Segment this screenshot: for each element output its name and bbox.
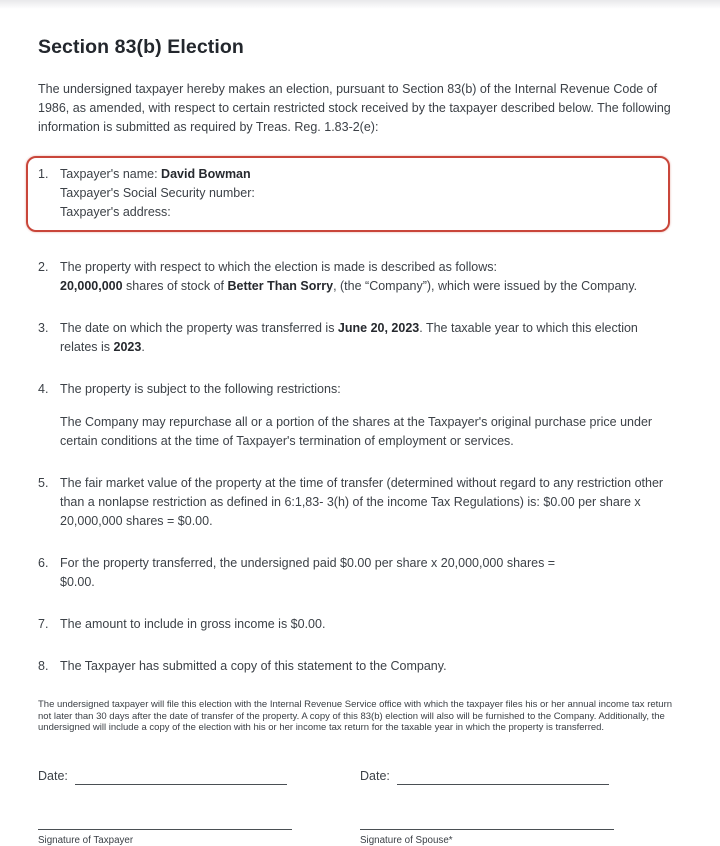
spouse-date-row <box>360 768 682 785</box>
item-text <box>60 258 672 296</box>
filing-instructions: The undersigned taxpayer will file this election with the Internal Revenue Service office with which the taxpayer files his or her annual income tax return not later than 30 days after the date of transfer of the property. A copy of this 83(b) election will also will be furnished to the Company. Additionally, the undersigned will include a copy of the election with his or her income tax return for the taxable year in which the property is transferred. <box>38 699 673 733</box>
item-paragraph: Taxpayer's Social Security number: <box>60 186 255 200</box>
list-item <box>38 319 672 357</box>
item-number: 7. <box>38 617 49 631</box>
item-paragraph: The property with respect to which the election is made is described as follows: <box>60 260 498 274</box>
item-paragraph: The fair market value of the property at the time of transfer (determined without regard to any restriction other than a nonlapse restriction as defined in 6:1,83- 3(h) of the income Tax Regulations) is: $0.00 per share x 20,000,000 shares = $0.00. <box>60 476 664 528</box>
item-paragraph: 20,000,000 shares of stock of Better Than Sorry, (the “Company”), which were issued by the Company. <box>60 279 638 293</box>
taxpayer-signature-blank-line <box>38 818 292 830</box>
item-number: 8. <box>38 659 49 673</box>
signature-section <box>38 768 682 846</box>
list-item <box>38 258 672 296</box>
item-paragraph: The Company may repurchase all or a portion of the shares at the Taxpayer's original purchase price under certain conditions at the time of Taxpayer's termination of employment or services. <box>60 415 653 448</box>
item-number: 3. <box>38 321 49 335</box>
item-paragraph: The Taxpayer has submitted a copy of this statement to the Company. <box>60 659 447 673</box>
item-text <box>60 615 672 634</box>
list-item <box>38 380 672 451</box>
taxpayer-date-row <box>38 768 360 785</box>
item-text <box>60 380 672 451</box>
spouse-signature-blank-line <box>360 818 614 830</box>
item-number: 5. <box>38 476 49 490</box>
item-text <box>60 554 672 592</box>
item-paragraph: $0.00. <box>60 575 95 589</box>
item-text <box>60 165 658 222</box>
item-paragraph: Taxpayer's name: David Bowman <box>60 167 251 181</box>
list-item <box>38 474 672 531</box>
item-number: 4. <box>38 382 49 396</box>
item-text <box>60 319 672 357</box>
item-number: 2. <box>38 260 49 274</box>
item-number: 1. <box>38 167 49 181</box>
item-paragraph: Taxpayer's address: <box>60 205 171 219</box>
list-item <box>38 657 672 676</box>
item-text <box>60 657 672 676</box>
list-item <box>38 554 672 592</box>
taxpayer-signature-label: Signature of Taxpayer <box>38 834 134 846</box>
election-list <box>38 156 682 676</box>
spouse-signature-label: Signature of Spouse* <box>360 834 453 846</box>
item-paragraph: The amount to include in gross income is $0.00. <box>60 617 326 631</box>
spouse-date-blank-line <box>397 770 609 785</box>
list-item <box>38 615 672 634</box>
item-paragraph: The date on which the property was transferred is June 20, 2023. The taxable year to which this election relates is 2023. <box>60 321 638 354</box>
page-top-edge <box>0 0 720 9</box>
taxpayer-date-label: Date: <box>38 768 68 783</box>
item-paragraph: For the property transferred, the undersigned paid $0.00 per share x 20,000,000 shares = <box>60 556 556 570</box>
intro-paragraph: The undersigned taxpayer hereby makes an election, pursuant to Section 83(b) of the Internal Revenue Code of 1986, as amended, with respect to certain restricted stock received by the taxpayer described below. The following information is submitted as required by Treas. Reg. 1.83-2(e): <box>38 82 671 134</box>
list-item-highlighted <box>26 156 670 232</box>
item-text <box>60 474 672 531</box>
spouse-signature-block <box>360 768 682 846</box>
item-number: 6. <box>38 556 49 570</box>
taxpayer-signature-block <box>38 768 360 846</box>
item-paragraph: The property is subject to the following restrictions: <box>60 382 341 396</box>
spouse-date-label: Date: <box>360 768 390 783</box>
page-title: Section 83(b) Election <box>38 36 244 58</box>
taxpayer-date-blank-line <box>75 770 287 785</box>
